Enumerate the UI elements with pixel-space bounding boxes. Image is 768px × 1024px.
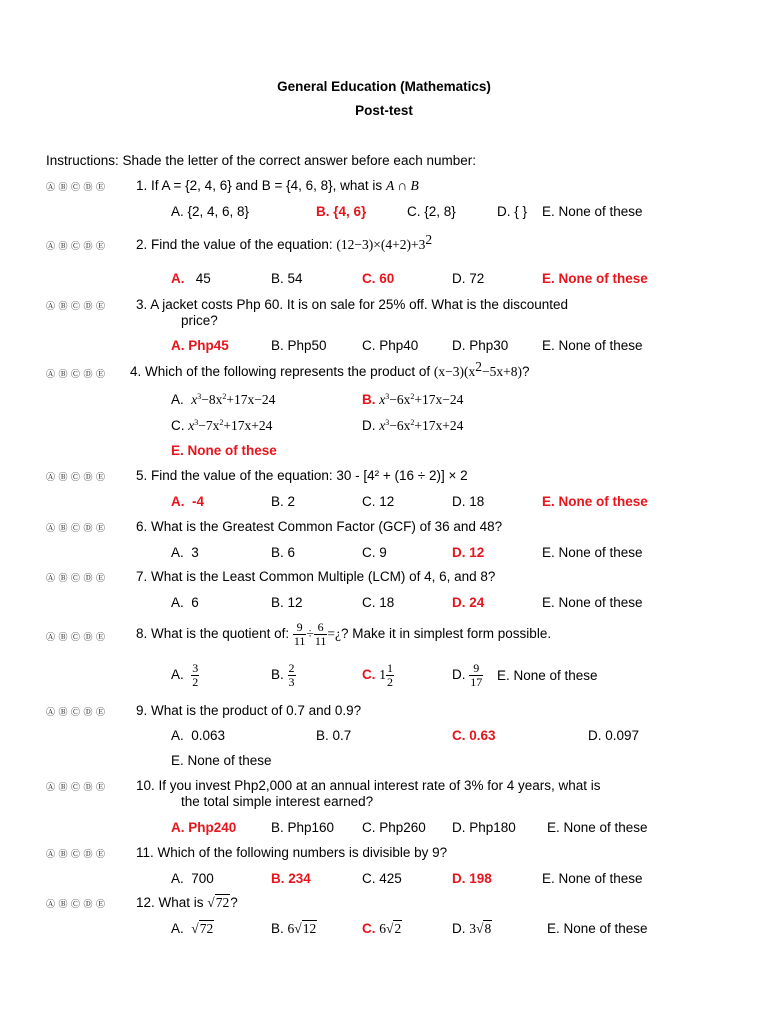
choice-a: A. {2, 4, 6, 8} [171, 204, 250, 219]
question-text: 4. Which of the following represents the product of [130, 364, 434, 379]
choice-a [171, 595, 199, 611]
choice-d: D. Php180 [452, 820, 516, 835]
choice-e: E. None of these [542, 271, 648, 286]
choice-e: E. None of these [497, 668, 598, 683]
fraction: $\frac{9}{17}$ [470, 660, 483, 689]
square-root: √12 [294, 921, 317, 936]
answer-bubbles[interactable]: Ⓐ Ⓑ Ⓒ Ⓓ Ⓔ [46, 523, 106, 533]
choice-b [271, 660, 296, 690]
choice-letter: D. [452, 667, 466, 682]
choice-d: D. 12 [452, 545, 485, 560]
choice-c: C. 60 [362, 271, 395, 286]
choice-letter: A. [171, 667, 184, 682]
choice-d: D. 3√8 [452, 921, 492, 936]
choice-d: D. Php30 [452, 338, 509, 353]
choice-letter: A. [171, 545, 184, 560]
choice-letter: D. [362, 418, 376, 433]
square-root: √8 [476, 921, 492, 936]
question-text: 12. What is [136, 895, 208, 910]
choice-value: -4 [192, 494, 205, 509]
choice-c: C. 0.63 [452, 728, 496, 743]
math-expression: A ∩ B [385, 178, 419, 193]
choice-b: B. 2 [271, 494, 296, 509]
choice-c: C. $x^3-7x^2+17x+24$ [171, 418, 273, 433]
choice-e: E. None of these [542, 338, 643, 353]
choice-letter: B. [362, 392, 376, 407]
choice-b: B. 6√12 [271, 921, 317, 936]
question-5: 5. Find the value of the equation: 30 - [4² + (16 ÷ 2)] × 2 [136, 468, 468, 483]
choice-a [171, 921, 214, 937]
choice-b: B. 12 [271, 595, 303, 610]
choice-a: A. $x^3-8x^2+17x-24$ [171, 392, 276, 407]
choice-b: B. Php50 [271, 338, 327, 353]
choice-letter: A. [171, 595, 184, 610]
document-subtitle: Post-test [355, 103, 413, 118]
answer-bubbles[interactable]: Ⓐ Ⓑ Ⓒ Ⓓ Ⓔ [46, 899, 106, 909]
math-expression: −5x+8) [482, 364, 523, 379]
document-title: General Education (Mathematics) [277, 79, 491, 94]
choice-letter: A. [171, 871, 184, 886]
choice-d: D. 198 [452, 871, 492, 886]
choice-e: E. None of these [542, 871, 643, 886]
instructions: Instructions: Shade the letter of the correct answer before each number: [46, 153, 476, 168]
answer-bubbles[interactable]: Ⓐ Ⓑ Ⓒ Ⓓ Ⓔ [46, 782, 106, 792]
math-expression: (x−3)(x [433, 364, 476, 379]
choice-c: C. Php260 [362, 820, 426, 835]
fraction: $\frac{6}{11}$ [314, 619, 327, 648]
choice-d: D. $x^3-6x^2+17x+24$ [362, 418, 464, 433]
choice-d: D. 72 [452, 271, 485, 286]
question-12: 12. What is √72? [136, 895, 238, 910]
answer-bubbles[interactable]: Ⓐ Ⓑ Ⓒ Ⓓ Ⓔ [46, 369, 106, 379]
question-4: 4. Which of the following represents the product of $(x-3)(x^2-5x+8)$? [130, 359, 530, 379]
choice-letter: C. [362, 921, 376, 936]
question-10-continued: the total simple interest earned? [181, 794, 374, 809]
math-expression: (12−3)×(4+2)+3 [336, 237, 426, 252]
choice-a [171, 545, 199, 561]
choice-c: C. 1 $\frac{1}{2}$ [362, 660, 394, 689]
question-11: 11. Which of the following numbers is divisible by 9? [136, 845, 448, 860]
choice-letter: C. [362, 667, 376, 682]
choice-letter: C. [171, 418, 185, 433]
question-3: 3. A jacket costs Php 60. It is on sale for 25% off. What is the discounted [136, 297, 568, 312]
choice-e: E. None of these [547, 921, 648, 936]
choice-letter: B. [271, 667, 284, 682]
exponent: 2 [475, 359, 483, 374]
question-6: 6. What is the Greatest Common Factor (GCF) of 36 and 48? [136, 519, 503, 534]
fraction: $\frac{1}{2}$ [387, 660, 394, 689]
choice-e: E. None of these [547, 820, 648, 835]
choice-a [171, 660, 199, 690]
answer-bubbles[interactable]: Ⓐ Ⓑ Ⓒ Ⓓ Ⓔ [46, 472, 106, 482]
choice-letter: B. [271, 921, 284, 936]
choice-b: B. {4, 6} [316, 204, 367, 219]
choice-a [171, 494, 204, 510]
choice-e: E. None of these [542, 494, 648, 509]
choice-value: 0.063 [191, 728, 226, 743]
choice-c: C. 12 [362, 494, 395, 509]
question-7: 7. What is the Least Common Multiple (LCM) of 4, 6, and 8? [136, 569, 496, 584]
choice-letter: A. [171, 728, 184, 743]
choice-letter: A. [171, 392, 184, 407]
choice-value: 3 [191, 545, 199, 560]
choice-b: B. Php160 [271, 820, 335, 835]
answer-bubbles[interactable]: Ⓐ Ⓑ Ⓒ Ⓓ Ⓔ [46, 182, 106, 192]
choice-value: 6 [191, 595, 199, 610]
choice-value: 45 [195, 271, 211, 286]
choice-d: D. { } [497, 204, 528, 219]
choice-c: C. 18 [362, 595, 395, 610]
square-root: √72 [191, 921, 214, 936]
answer-bubbles[interactable]: Ⓐ Ⓑ Ⓒ Ⓓ Ⓔ [46, 849, 106, 859]
choice-d [452, 660, 483, 690]
choice-c: C. 6√2 [362, 921, 402, 936]
answer-bubbles[interactable]: Ⓐ Ⓑ Ⓒ Ⓓ Ⓔ [46, 632, 106, 642]
choice-b: B. 6 [271, 545, 296, 560]
square-root: √2 [386, 921, 402, 936]
choice-a [171, 728, 225, 744]
choice-letter: A. [171, 271, 185, 286]
choice-e: E. None of these [171, 753, 272, 768]
choice-e: E. None of these [171, 443, 277, 458]
question-1 [136, 178, 419, 194]
choice-value: 700 [191, 871, 214, 886]
choice-b: B. 54 [271, 271, 303, 286]
choice-c: C. 425 [362, 871, 402, 886]
question-8: 8. What is the quotient of: $\frac{9}{11}$ ÷ $\frac{6}{11}$ =¿? Make it in simplest form possible. [136, 619, 552, 648]
question-text: 2. Find the value of the equation: [136, 237, 337, 252]
choice-d: D. 24 [452, 595, 485, 610]
question-text: 1. If A = {2, 4, 6} and B = {4, 6, 8}, what is [136, 178, 386, 193]
fraction: $\frac{2}{3}$ [288, 660, 295, 689]
choice-c: C. 9 [362, 545, 387, 560]
answer-bubbles[interactable]: Ⓐ Ⓑ Ⓒ Ⓓ Ⓔ [46, 707, 106, 717]
choice-d: D. 18 [452, 494, 485, 509]
choice-a [171, 871, 214, 887]
square-root: √72 [207, 895, 230, 910]
answer-bubbles[interactable]: Ⓐ Ⓑ Ⓒ Ⓓ Ⓔ [46, 241, 106, 251]
question-text: 8. What is the quotient of: [136, 626, 293, 641]
choice-letter: D. [452, 921, 466, 936]
question-3-continued: price? [181, 313, 218, 328]
choice-b: B. 0.7 [316, 728, 352, 743]
choice-a: A. Php240 [171, 820, 237, 835]
fraction: $\frac{9}{11}$ [293, 619, 306, 648]
choice-b: B. $x^3-6x^2+17x-24$ [362, 392, 464, 407]
choice-a [171, 271, 211, 287]
choice-b: B. 234 [271, 871, 311, 886]
choice-c: C. {2, 8} [407, 204, 456, 219]
choice-e: E. None of these [542, 545, 643, 560]
choice-a: A. Php45 [171, 338, 229, 353]
choice-letter: A. [171, 494, 185, 509]
answer-bubbles[interactable]: Ⓐ Ⓑ Ⓒ Ⓓ Ⓔ [46, 301, 106, 311]
answer-bubbles[interactable]: Ⓐ Ⓑ Ⓒ Ⓓ Ⓔ [46, 573, 106, 583]
choice-letter: A. [171, 921, 184, 936]
fraction: $\frac{3}{2}$ [192, 660, 199, 689]
question-2 [136, 232, 433, 253]
choice-e: E. None of these [542, 204, 643, 219]
choice-e: E. None of these [542, 595, 643, 610]
choice-c: C. Php40 [362, 338, 419, 353]
question-9: 9. What is the product of 0.7 and 0.9? [136, 703, 362, 718]
choice-d: D. 0.097 [588, 728, 640, 743]
question-10: 10. If you invest Php2,000 at an annual interest rate of 3% for 4 years, what is [136, 778, 601, 793]
exponent: 2 [425, 232, 433, 247]
